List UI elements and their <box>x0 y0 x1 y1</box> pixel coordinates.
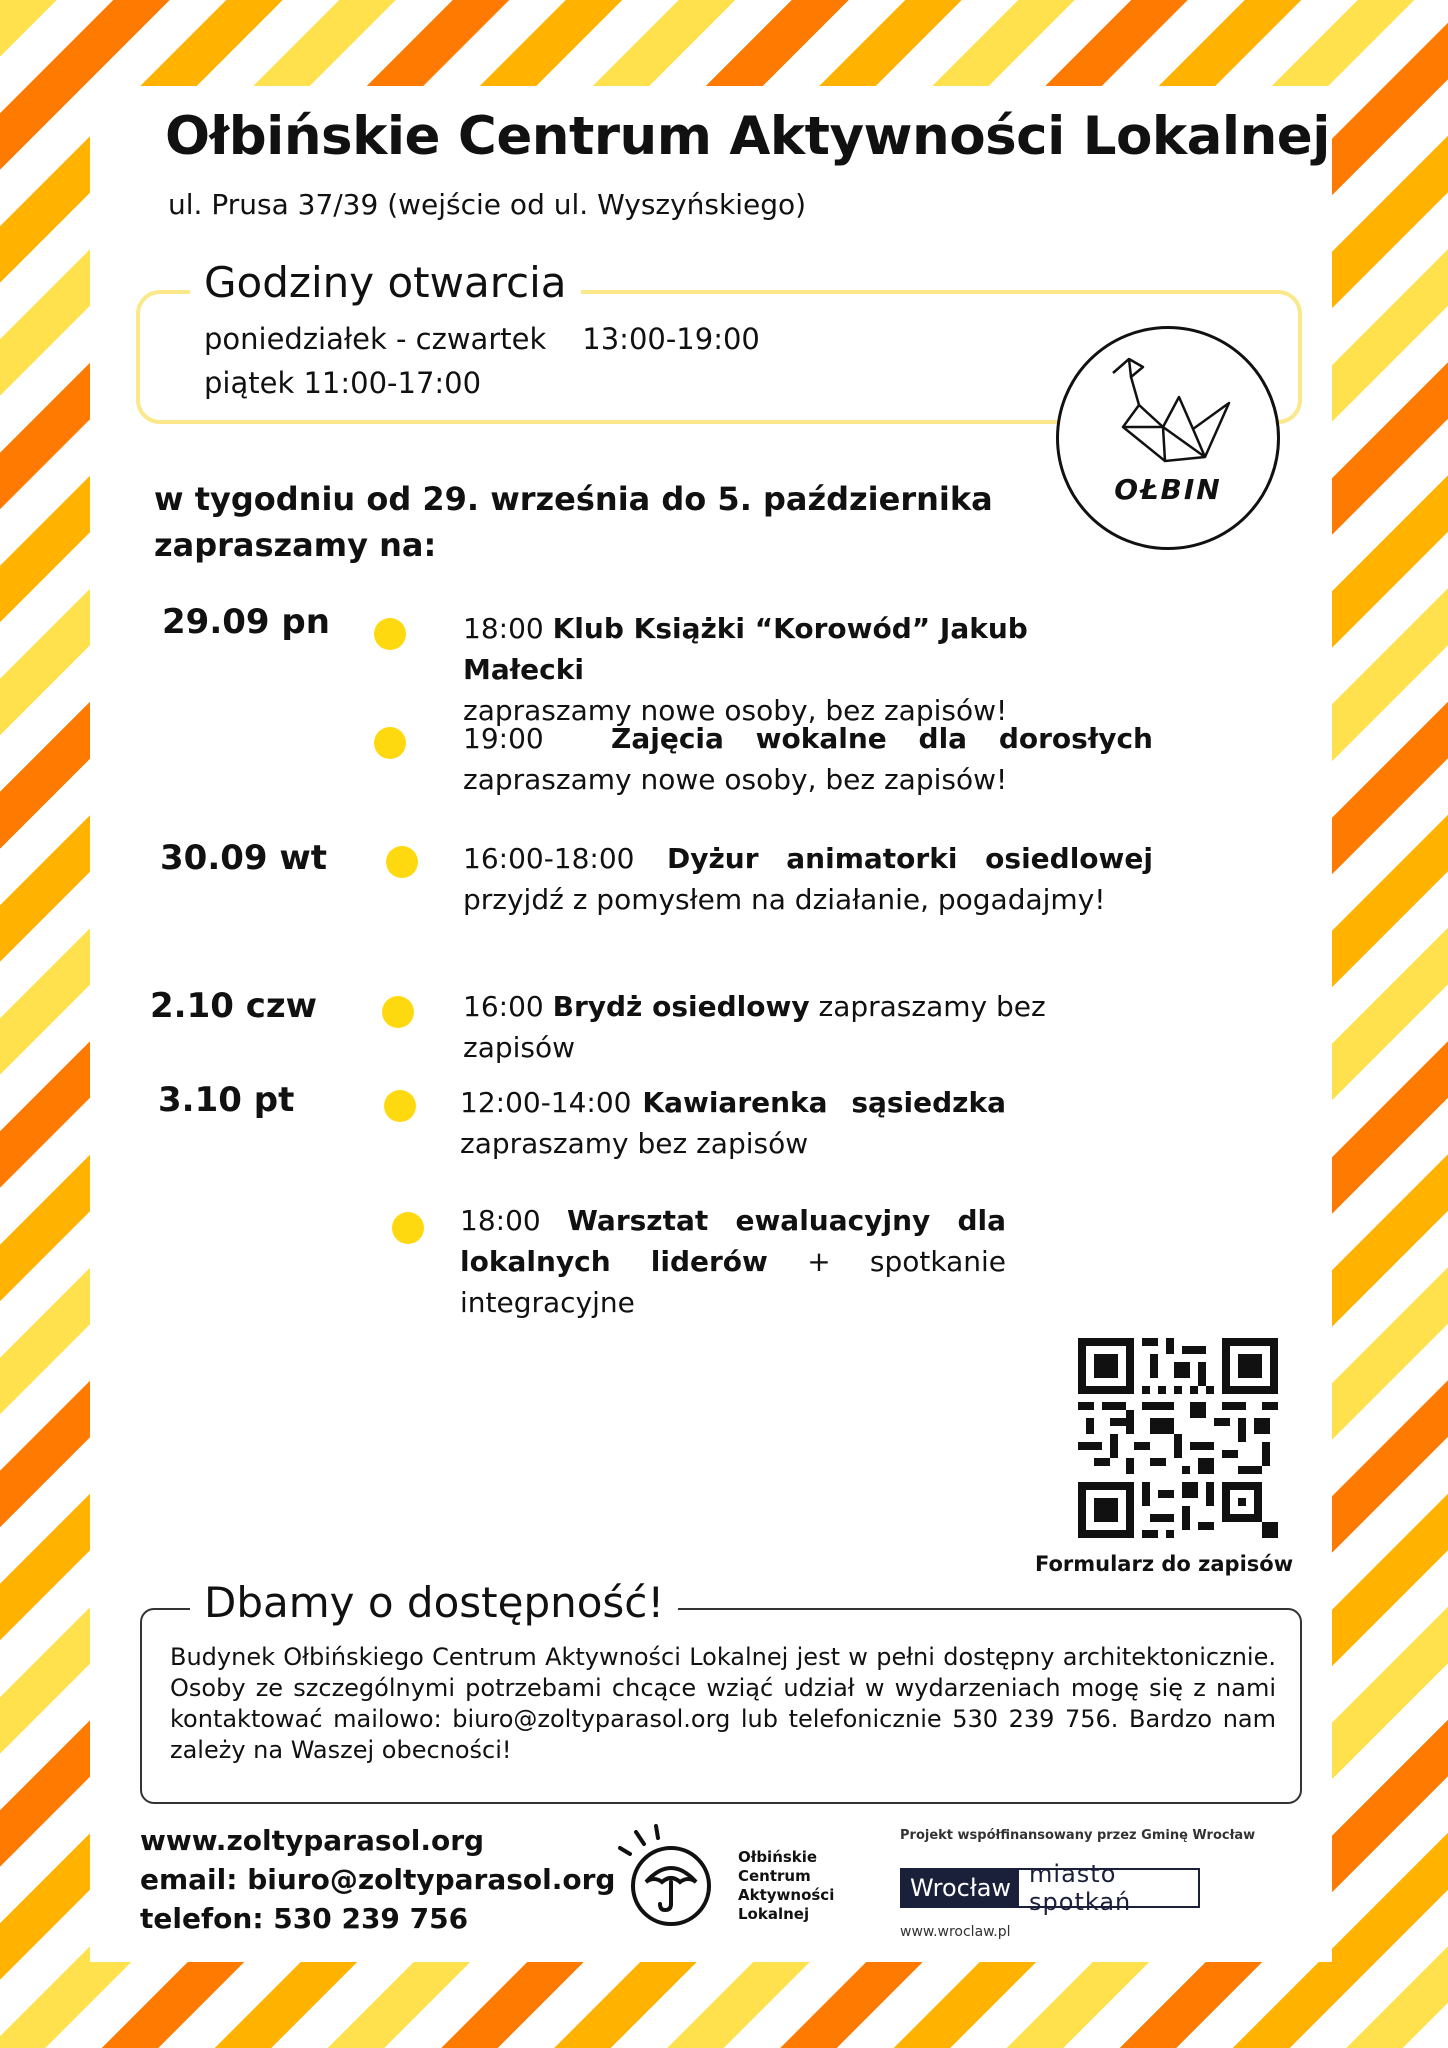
hours-time: 13:00-19:00 <box>582 322 760 356</box>
event-name: Dyżur animatorki osiedlowej <box>667 842 1153 875</box>
event-time: 12:00-14:00 <box>460 1086 632 1119</box>
cofinanced-note: Projekt współfinansowany przez Gminę Wrocław <box>900 1828 1256 1843</box>
event-item <box>463 608 1153 731</box>
logo-text: OŁBIN <box>1114 473 1222 506</box>
week-range: w tygodniu od 29. września do 5. października <box>154 480 993 518</box>
event-item <box>463 986 1163 1068</box>
event-time: 16:00-18:00 <box>463 842 635 875</box>
event-note: + spotkanie integracyjne <box>460 1245 1007 1319</box>
event-bullet <box>384 1090 416 1122</box>
day-label: 29.09 pn <box>162 602 330 642</box>
event-name: Zajęcia wokalne dla dorosłych <box>611 722 1153 755</box>
event-time: 18:00 <box>460 1204 541 1237</box>
day-label: 3.10 pt <box>158 1080 295 1120</box>
event-name: Klub Książki “Korowód” Jakub Małecki <box>463 612 1028 686</box>
event-bullet <box>374 727 406 759</box>
event-note: zapraszamy bez zapisów <box>460 1127 809 1160</box>
wroclaw-badge-left: Wrocław <box>902 1870 1019 1906</box>
event-bullet <box>392 1212 424 1244</box>
event-time: 16:00 <box>463 990 544 1023</box>
event-bullet <box>374 618 406 650</box>
event-note: przyjdź z pomysłem na działanie, pogadajmy! <box>463 883 1106 916</box>
event-bullet <box>382 996 414 1028</box>
wroclaw-badge-right: miasto spotkań <box>1029 1860 1132 1916</box>
accessibility-title: Dbamy o dostępność! <box>190 1578 678 1627</box>
event-note: zapraszamy nowe osoby, bez zapisów! <box>463 763 1008 796</box>
event-note: zapraszamy bez zapisów <box>463 990 1046 1064</box>
hours-line-friday: piątek 11:00-17:00 <box>204 366 482 400</box>
event-name: Warsztat ewaluacyjny dla lokalnych liderów <box>460 1204 1006 1278</box>
umbrella-logo-icon <box>616 1824 726 1934</box>
wroclaw-badge <box>900 1860 1200 1916</box>
olbin-logo <box>1056 326 1280 550</box>
org-name-line: Aktywności <box>738 1886 835 1904</box>
wroclaw-site-link[interactable]: www.wroclaw.pl <box>900 1924 1011 1940</box>
event-time: 18:00 <box>463 612 544 645</box>
event-item <box>463 838 1153 920</box>
event-item <box>460 1082 1006 1164</box>
org-name-line: Lokalnej <box>738 1905 810 1923</box>
event-item <box>460 1200 1006 1323</box>
event-name: Brydż osiedlowy <box>552 990 810 1023</box>
event-bullet <box>386 846 418 878</box>
qr-code-icon[interactable] <box>1078 1338 1278 1538</box>
org-name <box>738 1848 834 1924</box>
week-intro <box>154 476 1054 568</box>
hours-days: poniedziałek - czwartek <box>204 322 547 356</box>
day-label: 2.10 czw <box>150 986 318 1026</box>
poster <box>90 86 1332 1962</box>
accessibility-text: Budynek Ołbińskiego Centrum Aktywności Lokalnej jest w pełni dostępny architektonicznie. Osoby ze szczególnymi potrzebami chcące wziąć udział w wydarzeniach mogę się z nami kontaktować mailowo: biuro@zoltyparasol.org lub telefonicznie 530 239 756. Bardzo nam zależy na Waszej obecności! <box>170 1643 1276 1764</box>
event-note: zapraszamy nowe osoby, bez zapisów! <box>463 694 1008 727</box>
page-title: Ołbińskie Centrum Aktywności Lokalnej <box>165 106 1330 167</box>
address: ul. Prusa 37/39 (wejście od ul. Wyszyńskiego) <box>168 188 807 221</box>
day-label: 30.09 wt <box>160 838 328 878</box>
org-name-line: Centrum <box>738 1867 811 1885</box>
event-time: 19:00 <box>463 722 544 755</box>
qr-caption: Formularz do zapisów <box>1035 1552 1294 1576</box>
origami-swan-icon <box>1109 357 1233 467</box>
event-name: Kawiarenka sąsiedzka <box>642 1086 1006 1119</box>
hours-line-weekdays <box>204 322 760 356</box>
hours-title: Godziny otwarcia <box>190 258 581 307</box>
email-link[interactable]: email: biuro@zoltyparasol.org <box>140 1863 616 1896</box>
org-name-line: Ołbińskie <box>738 1848 818 1866</box>
website-link[interactable]: www.zoltyparasol.org <box>140 1824 485 1857</box>
event-item <box>463 718 1153 800</box>
phone-number[interactable]: telefon: 530 239 756 <box>140 1902 469 1935</box>
week-invite: zapraszamy na: <box>154 526 437 564</box>
